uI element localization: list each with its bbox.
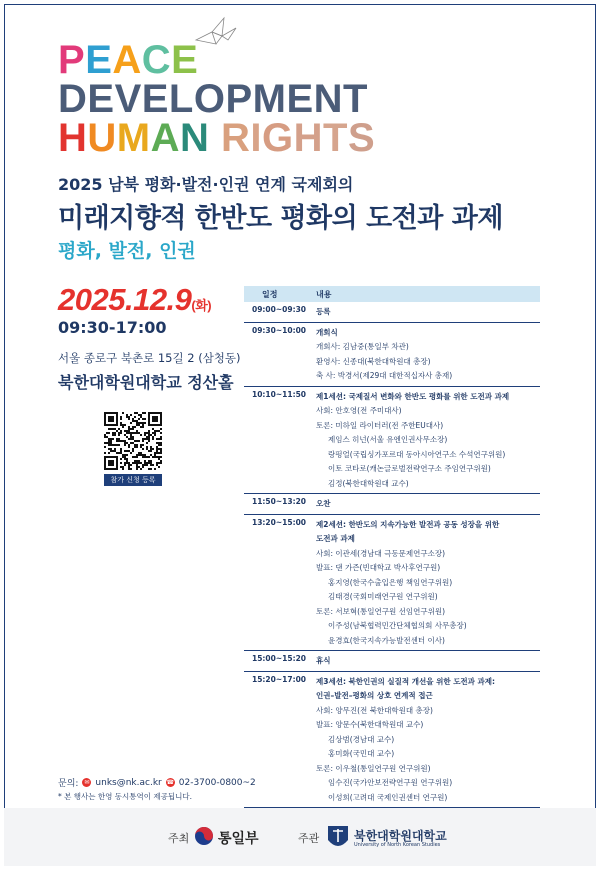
schedule-line: 이성희(고려대 국제인권센터 연구원): [328, 792, 448, 802]
schedule-line: 김상범(경남대 교수): [328, 734, 395, 744]
event-day: (화): [191, 298, 212, 313]
schedule-table: [244, 286, 540, 808]
phone-icon: ☎: [166, 779, 174, 786]
event-title: 미래지향적 한반도 평화의 도전과 과제: [58, 203, 503, 234]
schedule-line: 개회사: 김남중(통일부 차관): [316, 342, 409, 351]
schedule-line: 토론: 이우철(통일연구원 연구위원): [316, 763, 431, 773]
schedule-content: [316, 387, 540, 494]
registration-qr-code[interactable]: [104, 408, 162, 474]
contact-info: [58, 776, 256, 789]
schedule-line: 사회: 안호영(전 주미대사): [316, 406, 402, 415]
hero-development: [58, 79, 368, 119]
schedule-line: 사회: 양무진(전 북한대학원대 총장): [316, 705, 433, 715]
schedule-line: 오찬: [316, 499, 331, 508]
event-date-value: 2025.12.9: [58, 282, 192, 317]
schedule-time: 10:10~11:50: [252, 389, 307, 399]
hero-letter: [209, 118, 221, 158]
contact-email[interactable]: unks@nk.ac.kr: [95, 777, 162, 788]
schedule-content: [316, 515, 540, 651]
contact-phone[interactable]: 02-3700-0800~2: [178, 777, 256, 788]
event-date: [58, 282, 211, 318]
schedule-line: 홍미화(국민대 교수): [328, 749, 395, 758]
host-name: 통일부: [218, 831, 259, 847]
schedule-line: 김정(북한대학원대 교수): [328, 478, 409, 488]
schedule-line: 김태경(국회미래연구원 연구위원): [328, 592, 438, 601]
organizer-label: 주관: [298, 832, 320, 845]
schedule-row: [244, 387, 540, 495]
schedule-row: [244, 323, 540, 387]
email-icon: ✉: [84, 779, 90, 786]
schedule-line: 도전과 과제: [316, 534, 355, 543]
schedule-line: 제2세션: 한반도의 지속가능한 발전과 공동 성장을 위한: [316, 519, 500, 529]
hero-letter: M: [116, 116, 151, 160]
hero-development-text: DEVELOPMENT: [58, 77, 368, 121]
hero-letter: P: [58, 38, 86, 82]
schedule-content: [316, 323, 540, 386]
contact-prefix: 문의:: [58, 779, 79, 789]
hero-letter: T: [323, 116, 348, 160]
schedule-line: 환영사: 신종대(북한대학원대 총장): [316, 356, 431, 366]
schedule-line: 발표: 양문수(북한대학원대 교수): [316, 720, 424, 729]
hero-letter: E: [171, 38, 199, 82]
hero-letter: R: [221, 116, 251, 160]
schedule-line: 랑펑얼(국립싱가포르대 동아시아연구소 수석연구위원): [328, 449, 506, 459]
schedule-line: 제1세션: 국제질서 변화와 한반도 평화를 위한 도전과 과제: [316, 391, 510, 401]
schedule-line: 인권–발전–평화의 상호 연계적 접근: [316, 691, 433, 700]
event-address: 서울 종로구 북촌로 15길 2 (삼청동): [58, 351, 241, 365]
schedule-line: 토론: 미하일 라이터러(전 주한EU대사): [316, 420, 444, 430]
schedule-line: 개회식: [316, 327, 338, 337]
schedule-time: 09:30~10:00: [252, 325, 307, 335]
organizer-name: 북한대학원대학교: [354, 829, 447, 843]
schedule-row: [244, 494, 540, 515]
schedule-line: 임수진(국가안보전략연구원 연구위원): [328, 778, 453, 787]
hero-human-rights: [58, 118, 375, 158]
schedule-content: [316, 651, 540, 671]
hero-letter: H: [293, 116, 324, 160]
qr-label: 참가 신청 등록: [104, 474, 162, 486]
host-label: 주최: [168, 832, 190, 845]
event-themes: 평화, 발전, 인권: [58, 240, 196, 262]
hero-letter: U: [87, 116, 117, 160]
schedule-time: 15:00~15:20: [252, 654, 307, 663]
schedule-line: 발표: 댄 가즌(빈대학교 박사후연구원): [316, 563, 441, 572]
schedule-line: 이토 코타로(캐논글로벌전략연구소 주임연구위원): [328, 464, 491, 473]
schedule-time: 13:20~15:00: [252, 517, 307, 527]
taegeuk-logo-icon: [194, 826, 214, 846]
schedule-content: [316, 494, 540, 514]
schedule-line: 사회: 이관세(경남대 극동문제연구소장): [316, 548, 446, 558]
event-time: 09:30-17:00: [58, 318, 167, 337]
schedule-line: 제임스 히넌(서울 유엔인권사무소장): [328, 435, 448, 444]
schedule-content: [316, 302, 540, 322]
schedule-line: 토론: 서보혁(통일연구원 선임연구위원): [316, 606, 446, 616]
schedule-line: 등록: [316, 307, 331, 316]
event-venue: 북한대학원대학교 정산홀: [58, 373, 234, 392]
schedule-line: 축 사: 박경서(제29대 대한적십자사 총재): [316, 371, 453, 380]
hero-letter: E: [85, 38, 113, 82]
schedule-line: 이주성(남북협력민간단체협의회 사무총장): [328, 621, 467, 630]
schedule-content: [316, 672, 540, 808]
schedule-head-content: 내용: [316, 290, 332, 299]
schedule-line: 휴식: [316, 656, 331, 665]
schedule-header: [244, 286, 540, 302]
schedule-line: 윤경효(한국지속가능발전센터 이사): [328, 635, 445, 645]
hero-letter: C: [141, 38, 172, 82]
schedule-time: 11:50~13:20: [252, 497, 307, 506]
schedule-row: [244, 672, 540, 809]
interpretation-note: * 본 행사는 한영 동시통역이 제공됩니다.: [58, 792, 192, 801]
hero-letter: N: [180, 116, 210, 160]
hero-letter: G: [262, 116, 294, 160]
hero-letter: A: [112, 38, 142, 82]
schedule-row: [244, 515, 540, 652]
hero-peace: [58, 40, 198, 80]
event-subtitle: 2025 남북 평화·발전·인권 연계 국제회의: [58, 175, 354, 194]
hero-letter: S: [347, 116, 376, 160]
schedule-row: [244, 651, 540, 672]
schedule-row: [244, 302, 540, 323]
hero-letter: I: [250, 116, 263, 160]
schedule-time: 15:20~17:00: [252, 674, 307, 684]
hero-letter: H: [58, 116, 88, 160]
schedule-time: 09:00~09:30: [252, 305, 307, 314]
hero-letter: A: [150, 116, 180, 160]
schedule-head-time: 일정: [262, 290, 278, 299]
university-emblem-icon: [324, 822, 352, 852]
schedule-line: 홍지영(한국수출입은행 책임연구위원): [328, 577, 453, 587]
schedule-line: 제3세션: 북한인권의 실질적 개선을 위한 도전과 과제:: [316, 676, 496, 686]
paper-crane-icon: [194, 14, 238, 48]
organizer-subtitle: University of North Korean Studies: [354, 842, 441, 848]
